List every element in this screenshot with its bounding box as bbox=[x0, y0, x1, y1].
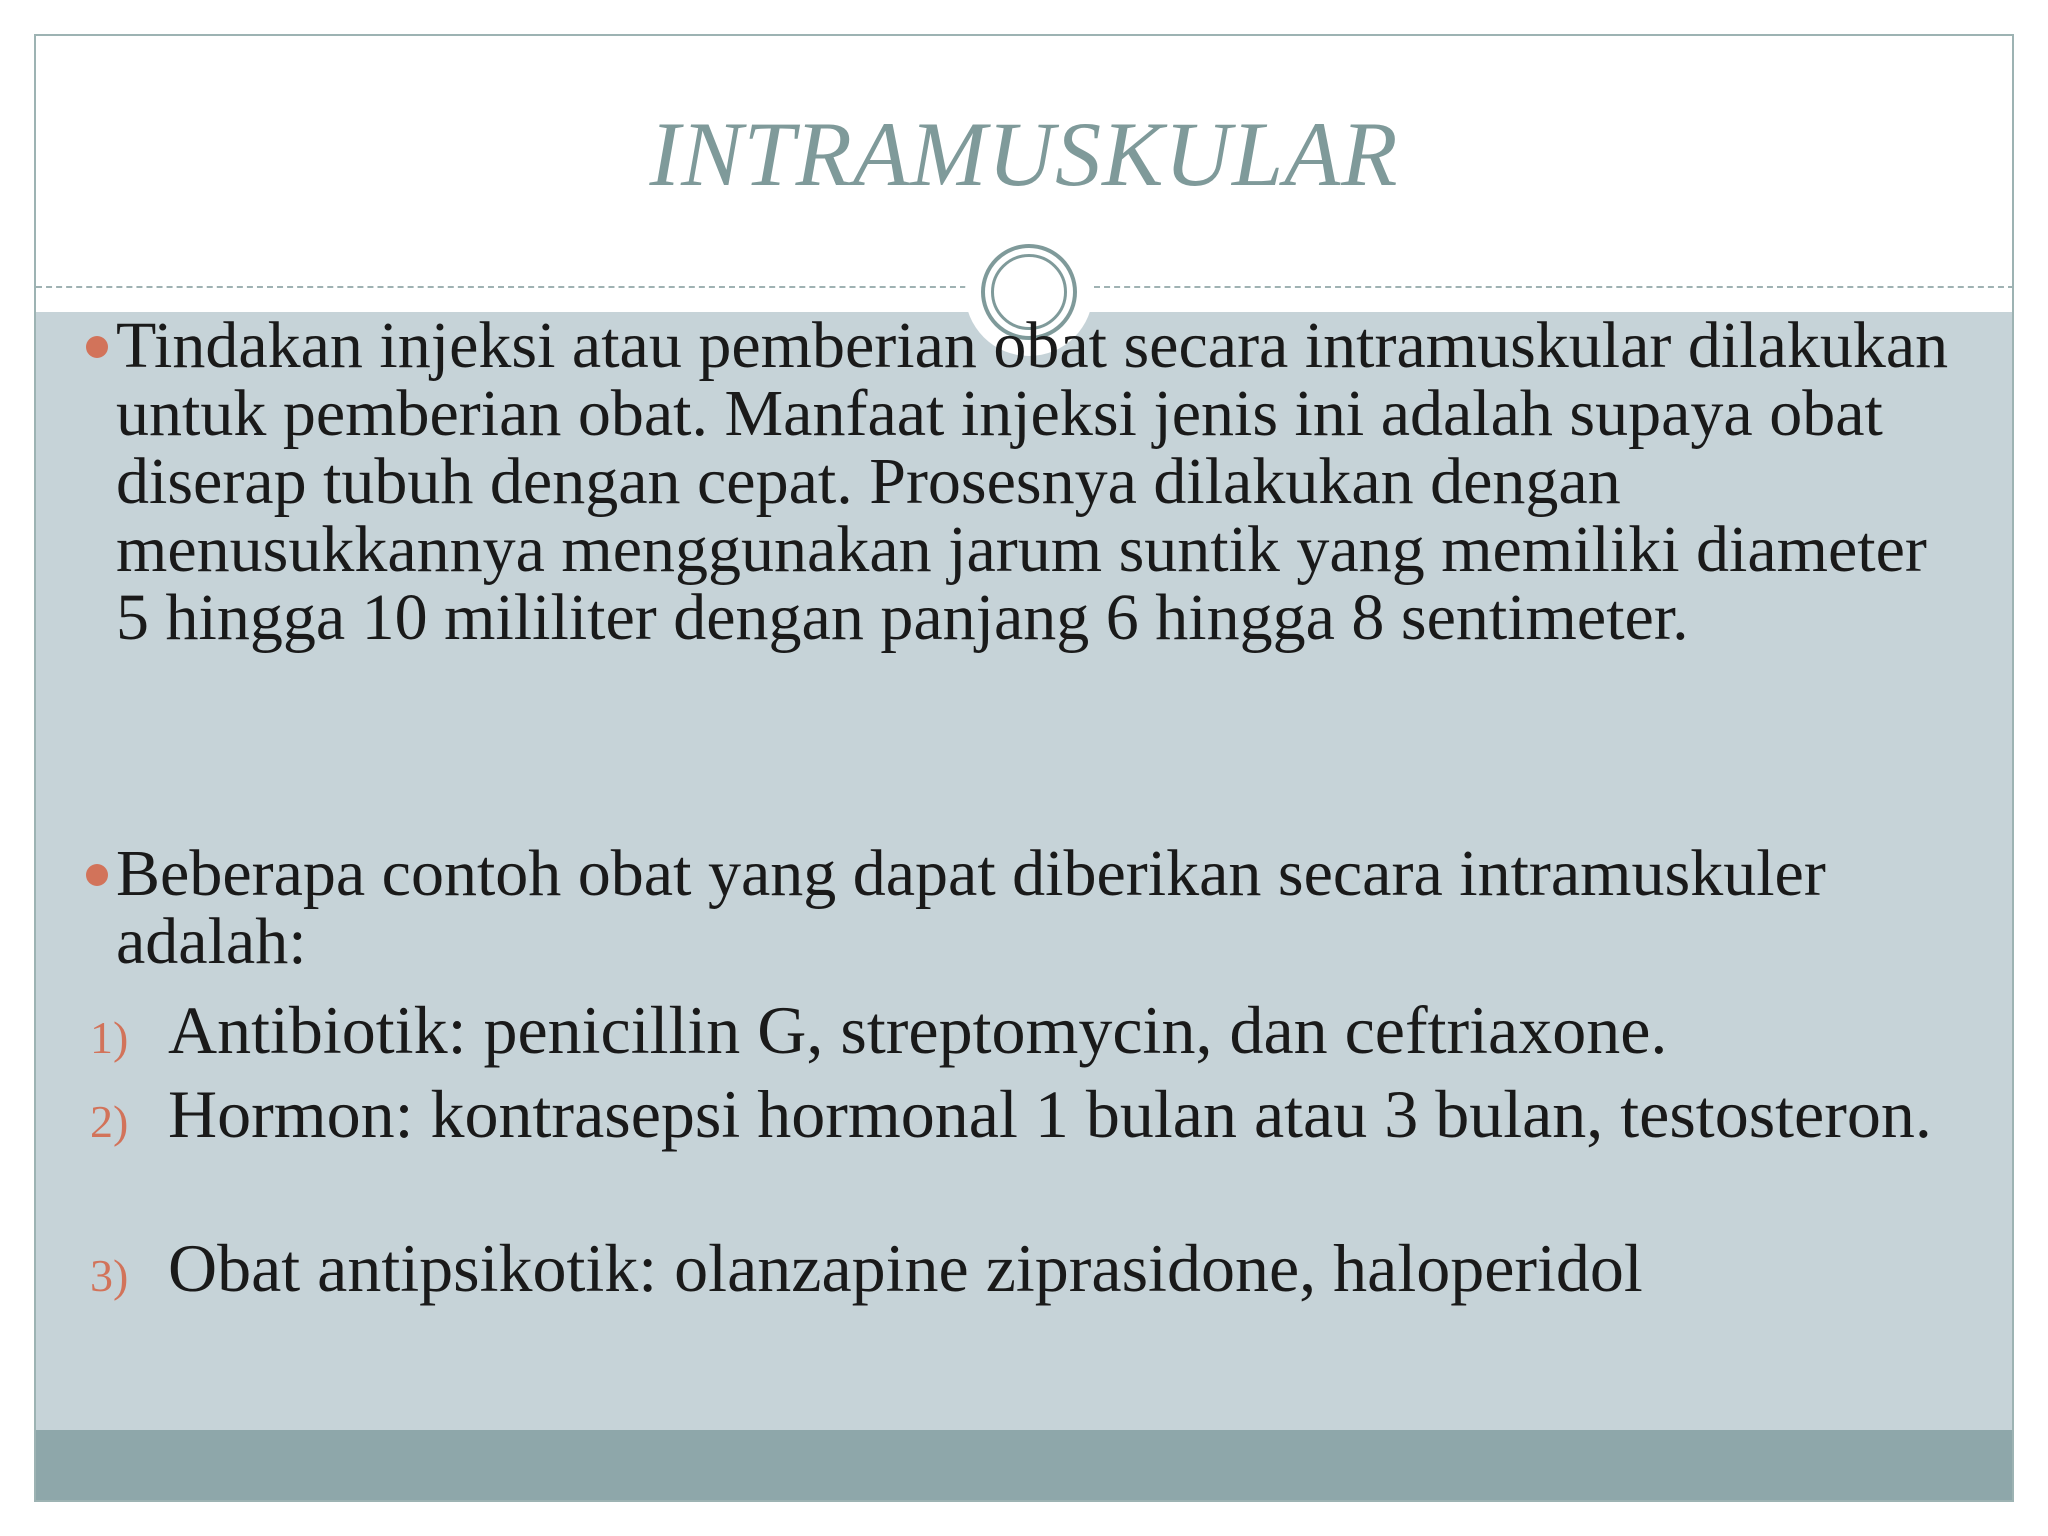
numbered-item bbox=[90, 1076, 1968, 1152]
bullet-text: Beberapa contoh obat yang dapat diberikan secara intramuskuler adalah: bbox=[116, 837, 1826, 978]
divider-left bbox=[36, 286, 966, 288]
item-number: 3) bbox=[90, 1250, 129, 1301]
bullet-text: Tindakan injeksi atau pemberian obat secara intramuskular dilakukan untuk pemberian obat. Manfaat injeksi jenis ini adalah supaya obat diserap tubuh dengan cepat. Prosesnya dilakukan dengan menusukkannya menggunakan jarum suntik yang memiliki diameter 5 hingga 10 mililiter dengan panjang 6 hingga 8 sentimeter. bbox=[116, 309, 1949, 654]
bullet-dot-icon bbox=[86, 336, 108, 358]
item-text: Hormon: kontrasepsi hormonal 1 bulan atau 3 bulan, testosteron. bbox=[168, 1076, 1932, 1152]
numbered-item bbox=[90, 992, 1968, 1068]
bullet-dot-icon bbox=[86, 864, 108, 886]
numbered-item bbox=[90, 1230, 1968, 1306]
item-text: Antibiotik: penicillin G, streptomycin, dan ceftriaxone. bbox=[168, 992, 1668, 1068]
item-number: 2) bbox=[90, 1096, 129, 1147]
item-text: Obat antipsikotik: olanzapine ziprasidone, haloperidol bbox=[168, 1230, 1643, 1306]
footer-bar bbox=[36, 1430, 2012, 1500]
bullet-item bbox=[116, 309, 1976, 654]
bullet-item bbox=[116, 837, 1976, 978]
item-number: 1) bbox=[90, 1012, 129, 1063]
slide-title: INTRAMUSKULAR bbox=[649, 103, 1399, 205]
divider-right bbox=[1094, 286, 2014, 288]
